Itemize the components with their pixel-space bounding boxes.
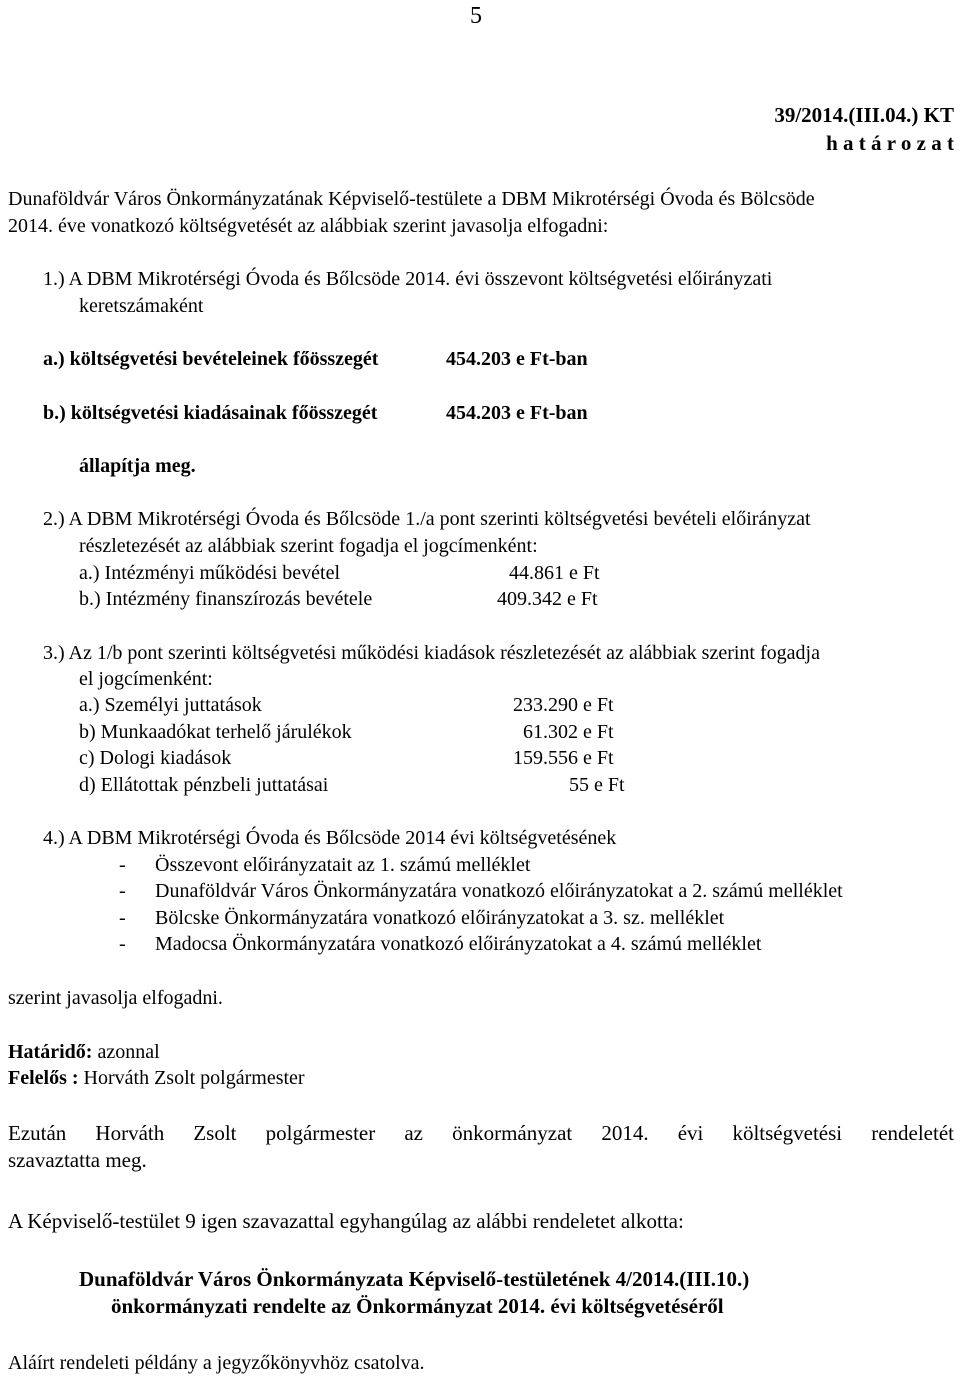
section4-bullet-3: Bölcske Önkormányzatára vonatkozó előirányzatokat a 3. sz. melléklet [155, 907, 725, 929]
footer-note: Aláírt rendeleti példány a jegyzőkönyvhöz csatolva. [8, 1352, 425, 1374]
resolution-word: h a t á r o z a t [826, 131, 954, 155]
bullet-dash: - [119, 854, 126, 876]
responsible-label: Felelős : [8, 1067, 79, 1089]
section4-bullet-2: Dunaföldvár Város Önkormányzatára vonatkozó előirányzatokat a 2. számú melléklet [155, 880, 843, 902]
deadline-label: Határidő: [8, 1041, 93, 1063]
decree-title-line-1: Dunaföldvár Város Önkormányzata Képviselő-testületének 4/2014.(III.10.) [79, 1267, 750, 1291]
para1-line-2: szavaztatta meg. [8, 1148, 147, 1172]
section2-item-a-label: a.) Intézményi működési bevétel [79, 562, 341, 584]
para2: A Képviselő-testület 9 igen szavazattal egyhangúlag az alábbi rendeletet alkotta: [8, 1209, 684, 1233]
section1-closing: állapítja meg. [79, 455, 196, 477]
closing-text: szerint javasolja elfogadni. [8, 987, 223, 1009]
section1-line-1: 1.) A DBM Mikrotérségi Óvoda és Bőlcsöde 2014. évi összevont költségvetési előirányzati [43, 268, 773, 290]
section1-line-2: keretszámaként [79, 295, 204, 317]
bullet-dash: - [119, 933, 126, 955]
intro-line-1: Dunaföldvár Város Önkormányzatának Képviselő-testülete a DBM Mikrotérségi Óvoda és Bölcsöde [8, 188, 815, 210]
section1-a-value: 454.203 e Ft-ban [446, 348, 588, 370]
section2-item-b-label: b.) Intézmény finanszírozás bevétele [79, 588, 373, 610]
page-number: 5 [470, 3, 482, 29]
section3-item-d-value: 55 e Ft [569, 774, 625, 796]
section3-line-1: 3.) Az 1/b pont szerinti költségvetési működési kiadások részletezését az alábbiak szerint fogadja [43, 642, 820, 664]
para1-line-1: Ezután Horváth Zsolt polgármester az önkormányzat 2014. évi költségvetési rendeletét [8, 1121, 954, 1145]
section1-b-value: 454.203 e Ft-ban [446, 402, 588, 424]
responsible-line [8, 1065, 305, 1091]
section1-b-label: b.) költségvetési kiadásainak főösszegét [43, 402, 378, 424]
section2-line-1: 2.) A DBM Mikrotérségi Óvoda és Bőlcsöde 1./a pont szerinti költségvetési bevételi előirányzat [43, 508, 811, 530]
responsible-value: Horváth Zsolt polgármester [78, 1067, 305, 1089]
section4-bullet-4: Madocsa Önkormányzatára vonatkozó előirányzatokat a 4. számú melléklet [155, 933, 762, 955]
section3-line-2: el jogcímenként: [79, 668, 213, 690]
section2-item-a-value: 44.861 e Ft [509, 562, 600, 584]
resolution-number: 39/2014.(III.04.) KT [774, 103, 954, 127]
section2-line-2: részletezését az alábbiak szerint fogadja el jogcímenként: [79, 535, 538, 557]
deadline-value: azonnal [92, 1041, 160, 1063]
section3-item-a-label: a.) Személyi juttatások [79, 694, 262, 716]
bullet-dash: - [119, 880, 126, 902]
section2-item-b-value: 409.342 e Ft [497, 588, 598, 610]
deadline-line [8, 1039, 160, 1065]
section4-line-1: 4.) A DBM Mikrotérségi Óvoda és Bőlcsöde 2014 évi költségvetésének [43, 827, 617, 849]
section4-bullet-1: Összevont előirányzatait az 1. számú melléklet [155, 854, 531, 876]
section3-item-c-value: 159.556 e Ft [513, 747, 614, 769]
intro-line-2: 2014. éve vonatkozó költségvetését az alábbiak szerint javasolja elfogadni: [8, 215, 609, 237]
section3-item-d-label: d) Ellátottak pénzbeli juttatásai [79, 774, 329, 796]
decree-title-line-2: önkormányzati rendelte az Önkormányzat 2014. évi költségvetéséről [111, 1294, 724, 1318]
section3-item-b-label: b) Munkaadókat terhelő járulékok [79, 721, 352, 743]
section1-a-label: a.) költségvetési bevételeinek főösszegét [43, 348, 379, 370]
section3-item-a-value: 233.290 e Ft [513, 694, 614, 716]
bullet-dash: - [119, 907, 126, 929]
section3-item-c-label: c) Dologi kiadások [79, 747, 232, 769]
section3-item-b-value: 61.302 e Ft [523, 721, 614, 743]
